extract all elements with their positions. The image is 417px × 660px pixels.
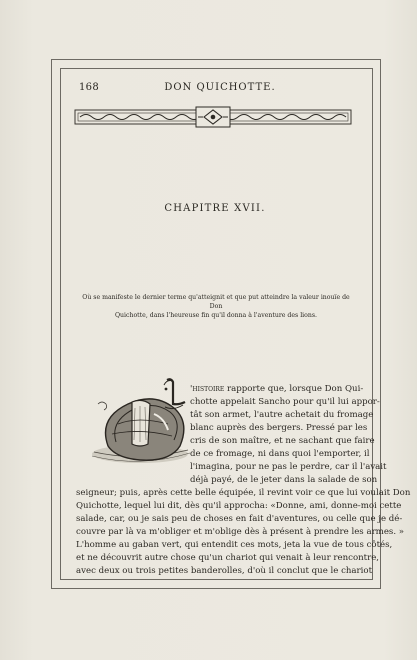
body-text-fragment: rapporte que, lorsque Don Qui-: [227, 384, 364, 394]
body-text-line: tât son armet, l'autre achetait du fromage: [190, 410, 374, 420]
body-text-line: Quichotte, lequel lui dit, dès qu'il approcha: «Donne, ami, donne-moi cette: [76, 501, 402, 511]
body-text-line: blanc auprès des bergers. Pressé par les: [190, 423, 368, 433]
body-text-line: chotte appelait Sancho pour qu'il lui appor-: [190, 397, 380, 407]
body-text-line: cris de son maître, et ne sachant que faire: [190, 436, 375, 446]
body-text-line: et ne découvrit autre chose qu'un chariot qui venait à leur rencontre,: [76, 553, 380, 563]
body-text-line: avec deux ou trois petites banderolles, d'où il conclut que le chariot: [76, 566, 373, 576]
ornamental-drop-cap-L-icon: [161, 377, 187, 411]
body-first-word: 'histoire: [190, 384, 225, 394]
body-text-line: déjà payé, de le jeter dans la salade de son: [190, 475, 378, 485]
body-text-line: salade, car, ou je sais peu de choses en fait d'aventures, ou celle que je dé-: [76, 514, 403, 524]
body-text-line: seigneur; puis, après cette belle équipée, il revint voir ce que lui voulait Don: [76, 488, 411, 498]
ornamental-header-band-icon: [74, 105, 352, 129]
page-number: 168: [79, 82, 99, 93]
body-text-line: couvre par là va m'obliger et m'oblige dès à présent à prendre les armes. »: [76, 527, 405, 537]
chapter-summary-line: Quichotte, dans l'heureuse fin qu'il donna à l'aventure des lions.: [114, 312, 318, 319]
body-text-line: [190, 383, 364, 396]
running-head: DON QUICHOTTE.: [164, 82, 276, 93]
body-text-line: de ce fromage, ni dans quoi l'emporter, il: [190, 449, 370, 459]
body-text-line: l'imagina, pour ne pas le perdre, car il l'avait: [190, 462, 387, 472]
chapter-summary-line: Où se manifeste le dernier terme qu'atteignit et que put atteindre la valeur inouïe de Don: [82, 294, 350, 310]
chapter-summary: [80, 293, 352, 320]
body-text-line: L'homme au gaban vert, qui entendit ces mots, jeta la vue de tous côtés,: [76, 540, 393, 550]
chapter-title: CHAPITRE XVII.: [164, 203, 266, 214]
